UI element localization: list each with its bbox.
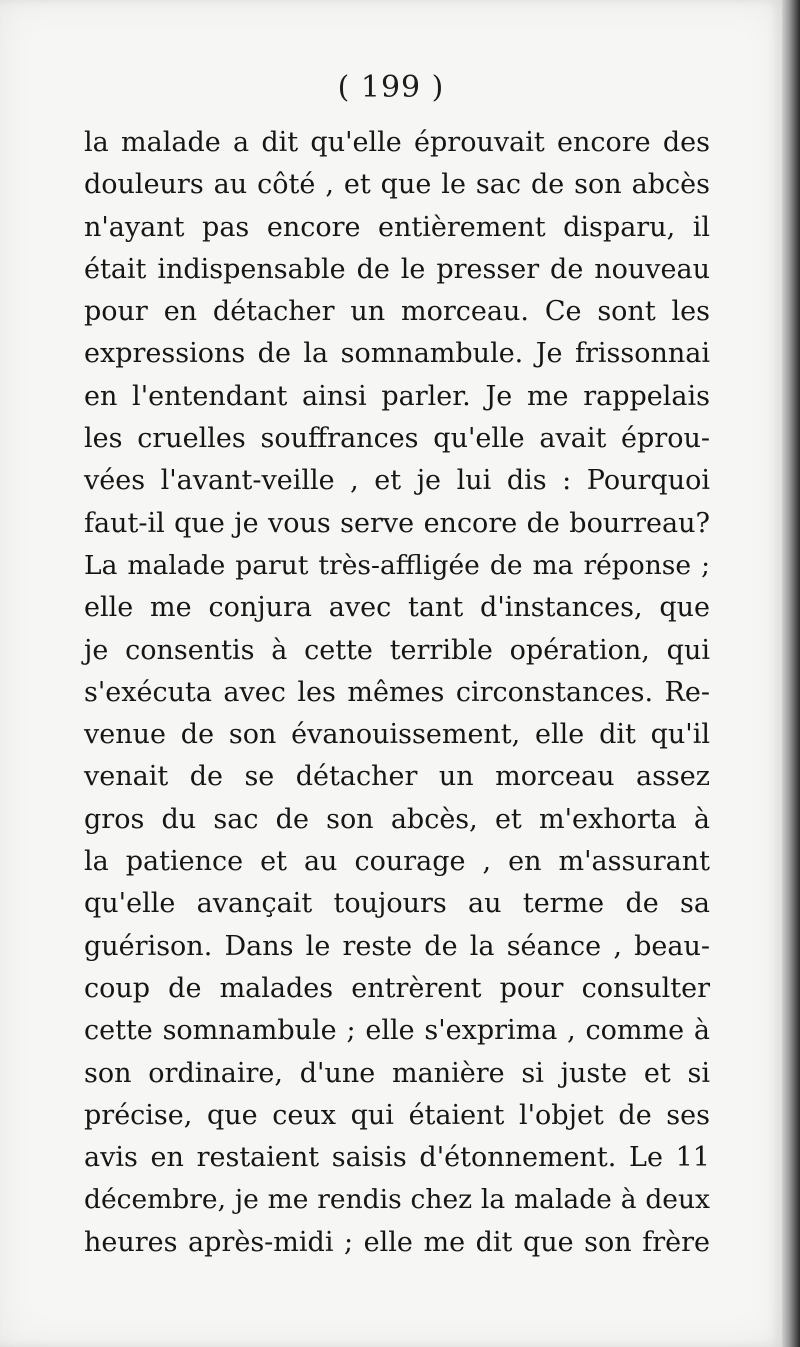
text-line: avis en restaient saisis d'étonnement. Le 11 [84, 1142, 710, 1174]
text-line: cette somnambule ; elle s'exprima , comme à [84, 1015, 710, 1047]
text-line: décembre, je me rendis chez la malade à deux [84, 1184, 710, 1216]
text-line: faut-il que je vous serve encore de bourreau? [84, 507, 710, 539]
text-line: était indispensable de le presser de nouveau [84, 253, 710, 285]
text-line: vées l'avant-veille , et je lui dis : Pourquoi [84, 465, 710, 497]
text-line: en l'entendant ainsi parler. Je me rappelais [84, 380, 710, 412]
text-line: douleurs au côté , et que le sac de son abcès [84, 169, 710, 201]
book-spine-shadow [782, 0, 800, 1347]
text-line: précise, que ceux qui étaient l'objet de ses [84, 1099, 710, 1131]
page-number: ( 199 ) [337, 70, 445, 105]
text-line: la patience et au courage , en m'assurant [84, 846, 710, 878]
text-line: qu'elle avançait toujours au terme de sa [84, 888, 710, 920]
text-line: guérison. Dans le reste de la séance , beau- [84, 930, 710, 962]
text-line: venait de se détacher un morceau assez [84, 761, 710, 793]
text-line: coup de malades entrèrent pour consulter [84, 972, 710, 1004]
body-text [84, 122, 710, 1264]
text-line: les cruelles souffrances qu'elle avait éprou- [84, 423, 710, 455]
text-line: elle me conjura avec tant d'instances, que [84, 592, 710, 624]
text-line: pour en détacher un morceau. Ce sont les [84, 296, 710, 328]
text-line: heures après-midi ; elle me dit que son frère [84, 1226, 710, 1258]
text-line: son ordinaire, d'une manière si juste et si [84, 1057, 710, 1089]
text-line: La malade parut très-affligée de ma réponse ; [84, 549, 710, 581]
text-line: venue de son évanouissement, elle dit qu'il [84, 719, 710, 751]
text-line: gros du sac de son abcès, et m'exhorta à [84, 803, 710, 835]
text-line: expressions de la somnambule. Je frissonnai [84, 338, 710, 370]
text-line: n'ayant pas encore entièrement disparu, il [84, 211, 710, 243]
text-line: s'exécuta avec les mêmes circonstances. Re- [84, 676, 710, 708]
text-line: la malade a dit qu'elle éprouvait encore des [84, 127, 710, 158]
text-line: je consentis à cette terrible opération, qui [84, 634, 710, 666]
